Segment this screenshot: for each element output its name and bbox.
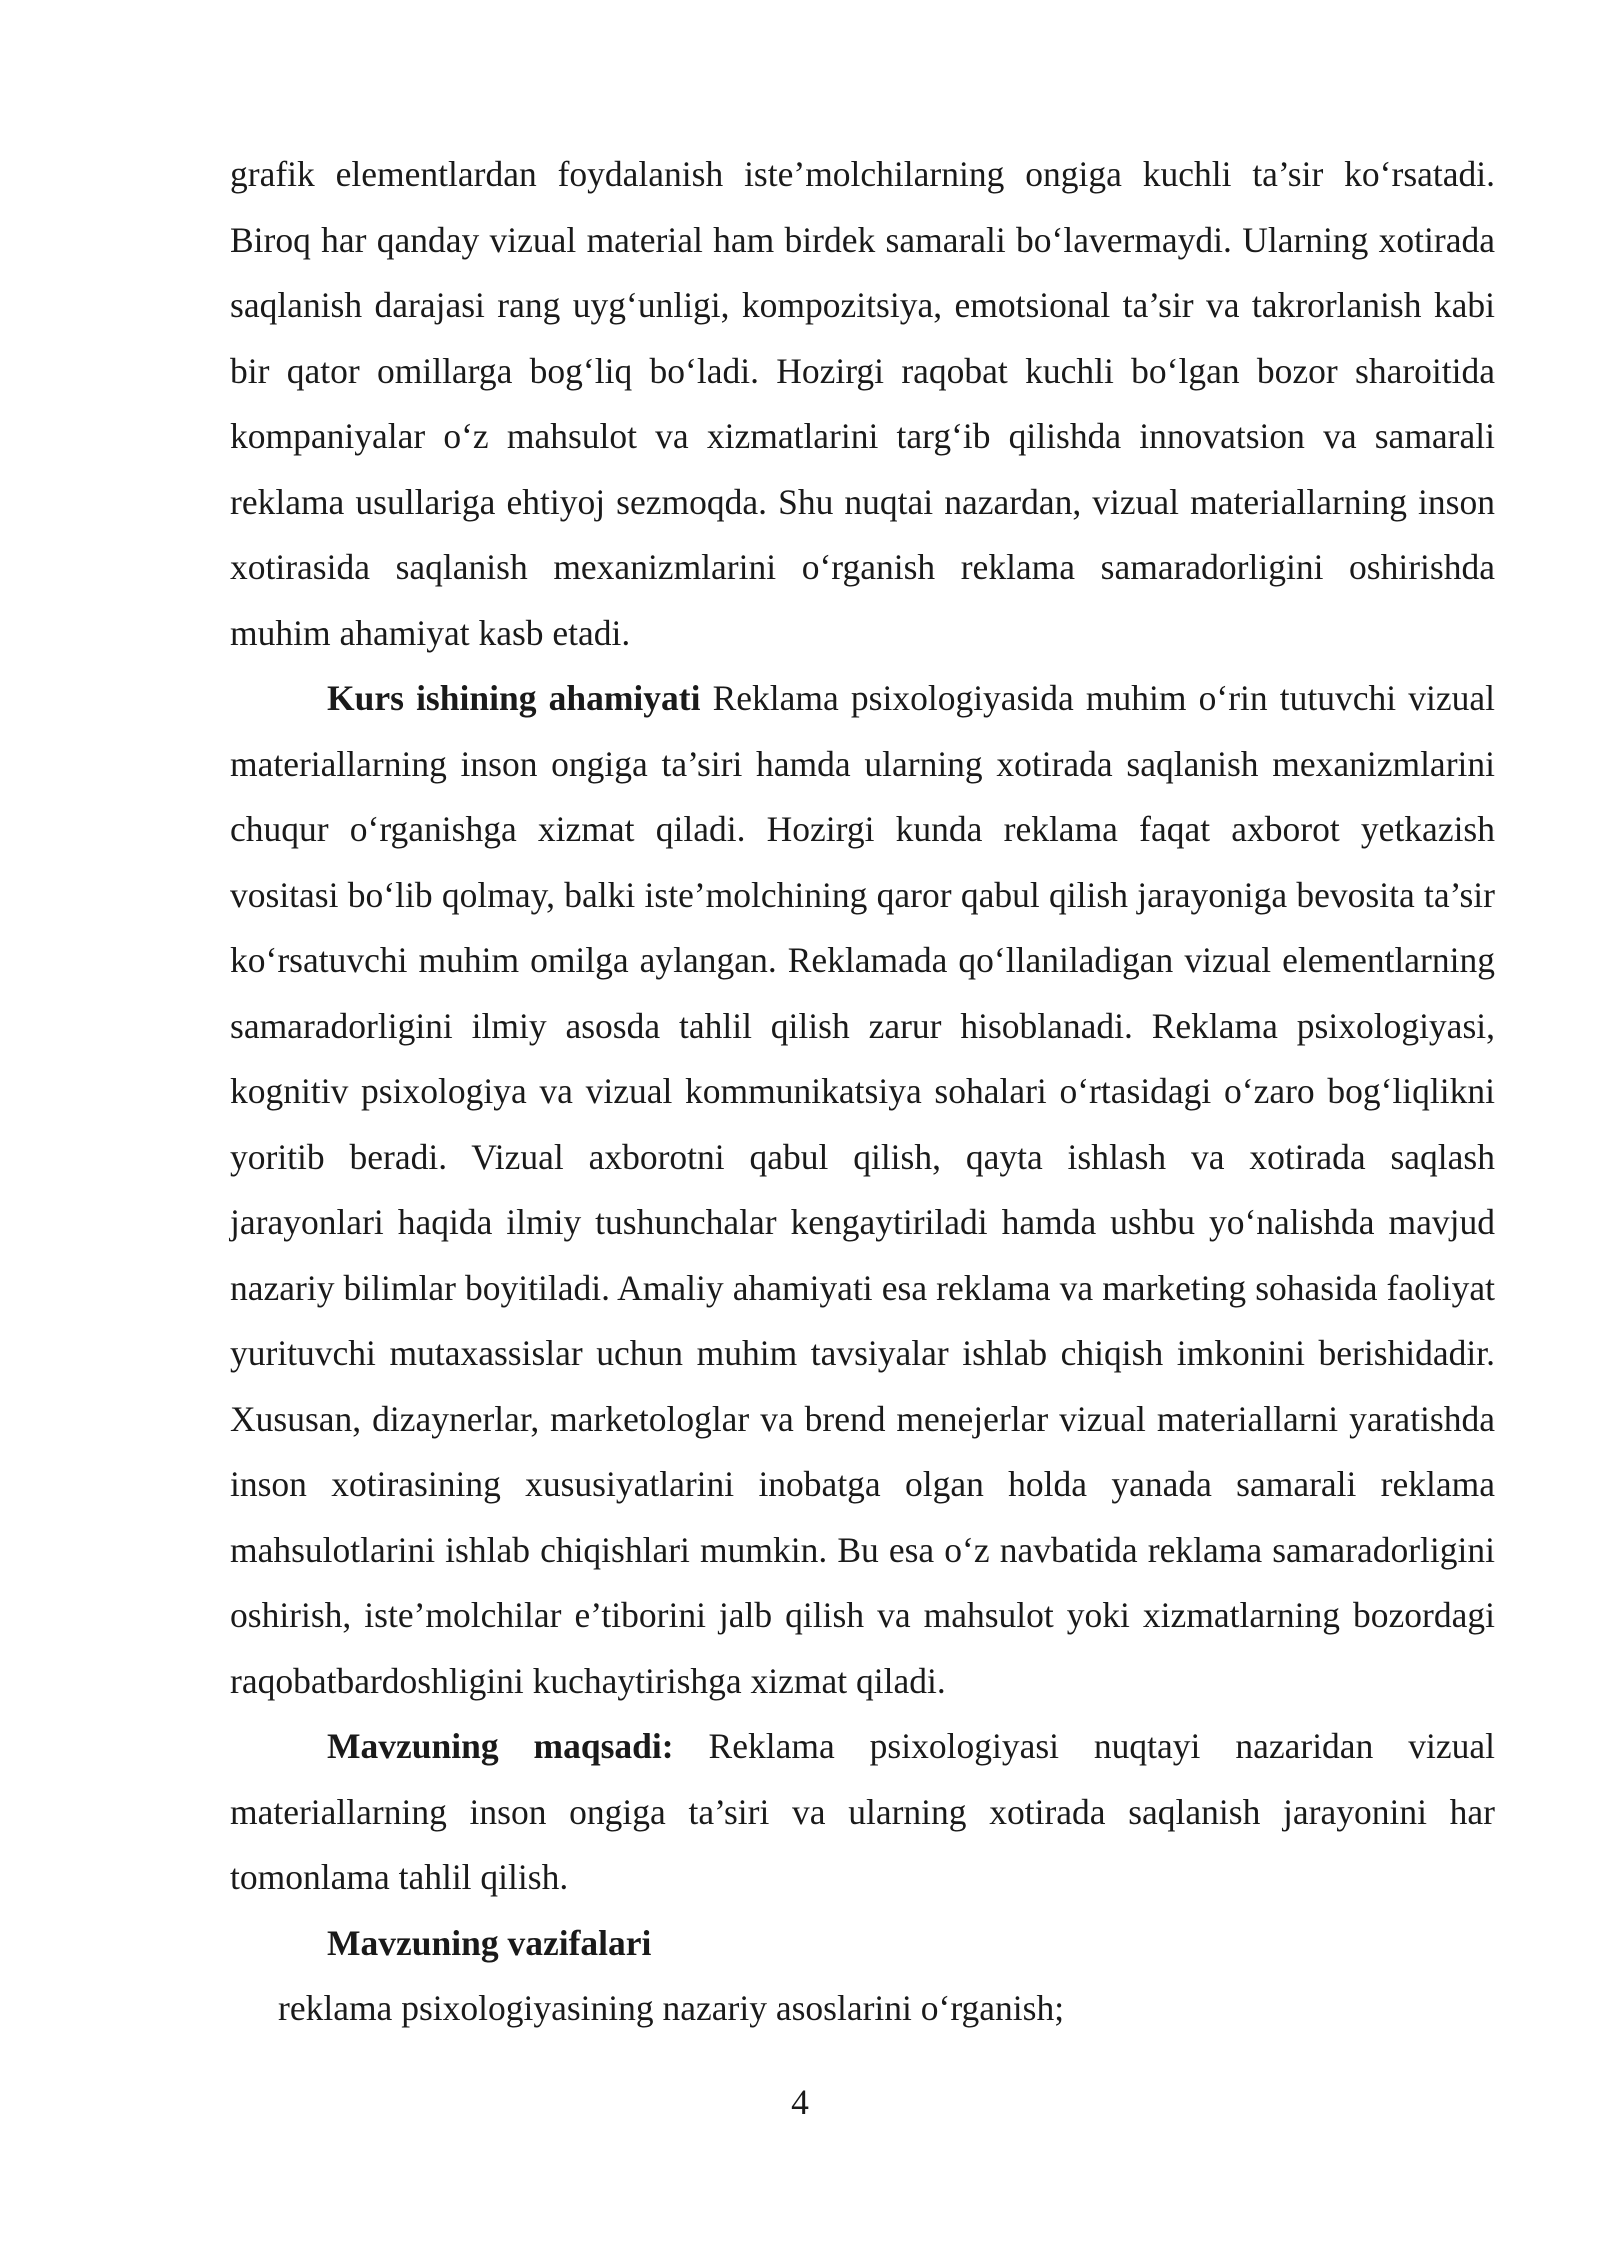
importance-paragraph	[230, 666, 1495, 1714]
goal-paragraph	[230, 1714, 1495, 1911]
goal-text: Reklama psixologiyasi nuqtayi nazaridan vizual materiallarning inson ongiga ta’siri va ularning xotirada saqlanish jarayonini har tomonlama tahlil qilish.	[230, 1726, 1495, 1897]
goal-heading: Mavzuning maqsadi:	[327, 1726, 674, 1766]
task-list-item: reklama psixologiyasining nazariy asoslarini o‘rganish;	[278, 1988, 1065, 2028]
importance-text: Reklama psixologiyasida muhim o‘rin tutuvchi vizual materiallarning inson ongiga ta’siri hamda ularning xotirada saqlanish mexanizmlarini chuqur o‘rganishga xizmat qiladi. Hozirgi kunda reklama faqat axborot yetkazish vositasi bo‘lib qolmay, balki iste’molchining qaror qabul qilish jarayoniga bevosita ta’sir ko‘rsatuvchi muhim omilga aylangan. Reklamada qo‘llaniladigan vizual elementlarning samaradorligini ilmiy asosda tahlil qilish zarur hisoblanadi. Reklama psixologiyasi, kognitiv psixologiya va vizual kommunikatsiya sohalari o‘rtasidagi o‘zaro bog‘liqlikni yoritib beradi. Vizual axborotni qabul qilish, qayta ishlash va xotirada saqlash jarayonlari haqida ilmiy tushunchalar kengaytiriladi hamda ushbu yo‘nalishda mavjud nazariy bilimlar boyitiladi. Amaliy ahamiyati esa reklama va marketing sohasida faoliyat yurituvchi mutaxassislar uchun muhim tavsiyalar ishlab chiqish imkonini berishidadir. Xususan, dizaynerlar, marketologlar va brend menejerlar vizual materiallarni yaratishda inson xotirasining xususiyatlarini inobatga olgan holda yanada samarali reklama mahsulotlarini ishlab chiqishlari mumkin. Bu esa o‘z navbatida reklama samaradorligini oshirish, iste’molchilar e’tiborini jalb qilish va mahsulot yoki xizmatlarning bozordagi raqobatbardoshligini kuchaytirishga xizmat qiladi.	[230, 678, 1495, 1701]
page-body	[230, 142, 1495, 2042]
intro-paragraph: grafik elementlardan foydalanish iste’molchilarning ongiga kuchli ta’sir ko‘rsatadi. Biroq har qanday vizual material ham birdek samarali bo‘lavermaydi. Ularning xotirada saqlanish darajasi rang uyg‘unligi, kompozitsiya, emotsional ta’sir va takrorlanish kabi bir qator omillarga bog‘liq bo‘ladi. Hozirgi raqobat kuchli bo‘lgan bozor sharoitida kompaniyalar o‘z mahsulot va xizmatlarini targ‘ib qilishda innovatsion va samarali reklama usullariga ehtiyoj sezmoqda. Shu nuqtai nazardan, vizual materiallarning inson xotirasida saqlanish mexanizmlarini o‘rganish reklama samaradorligini oshirishda muhim ahamiyat kasb etadi.	[230, 154, 1495, 653]
tasks-heading: Mavzuning vazifalari	[327, 1922, 652, 1963]
importance-heading: Kurs ishining ahamiyati	[327, 678, 701, 718]
page-number: 4	[791, 2082, 809, 2122]
